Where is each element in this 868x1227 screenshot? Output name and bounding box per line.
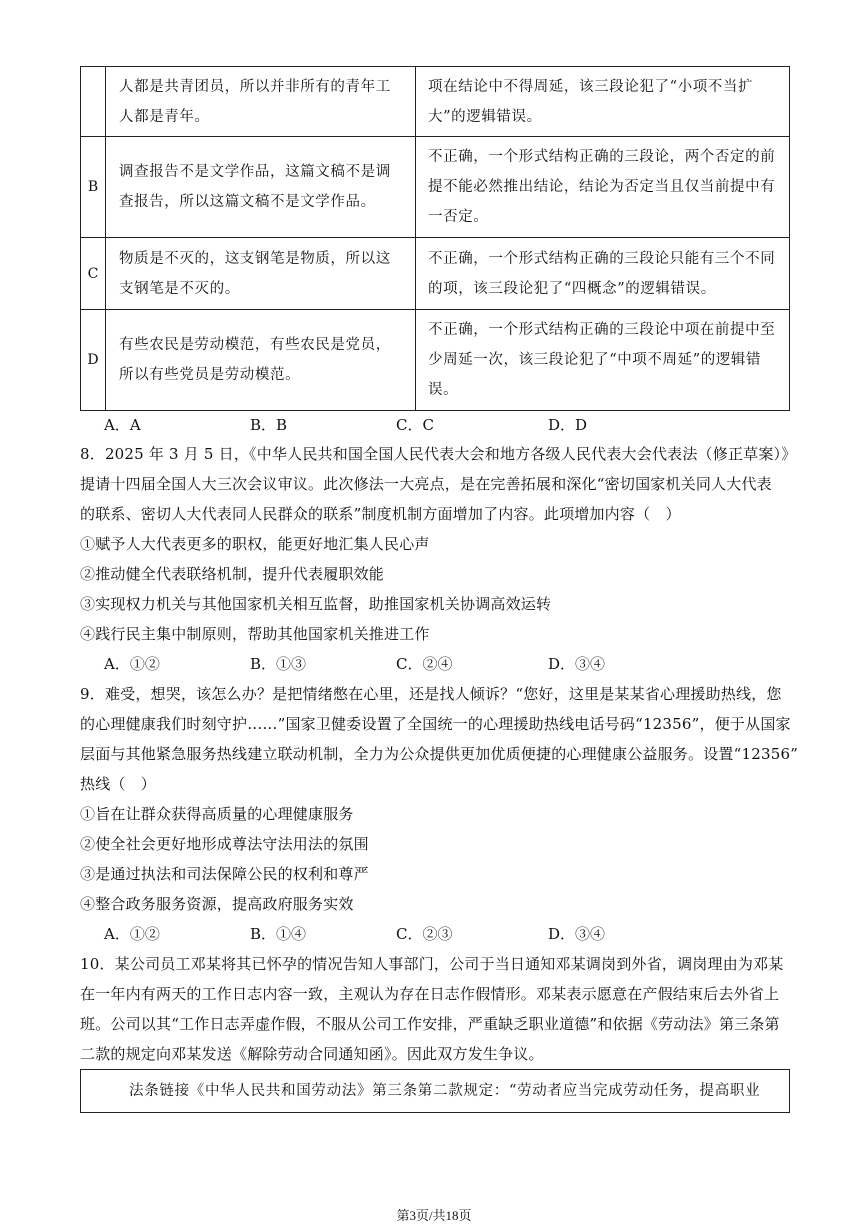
choice-a[interactable]: A．A — [104, 416, 141, 434]
q9-item: ④整合政务服务资源，提高政府服务实效 — [80, 895, 354, 913]
law-link-box — [80, 1069, 790, 1113]
table-row — [81, 67, 790, 137]
choice-b[interactable]: B．B — [250, 416, 288, 434]
choice-d[interactable]: D．D — [548, 416, 588, 434]
q9-choices — [104, 923, 605, 944]
choice-c[interactable]: C．②③ — [396, 925, 453, 943]
choice-c[interactable]: C．C — [396, 416, 434, 434]
q9-stem-line: 9．难受，想哭，该怎么办？是把情绪憋在心里，还是找人倾诉？“您好，这里是某某省心理援助热线，您 — [80, 685, 782, 703]
q9-stem-line: 的心理健康我们时刻守护……”国家卫健委设置了全国统一的心理援助热线电话号码“12356”，便于从国家 — [80, 715, 791, 733]
choice-b[interactable]: B．①③ — [250, 655, 307, 673]
evaluation-cell: 不正确，一个形式结构正确的三段论只能有三个不同 的项，该三段论犯了“四概念”的逻辑错误。 — [416, 238, 790, 310]
q8-item: ④践行民主集中制原则，帮助其他国家机关推进工作 — [80, 625, 430, 643]
q9-item: ②使全社会更好地形成尊法守法用法的氛围 — [80, 835, 369, 853]
q9-item: ①旨在让群众获得高质量的心理健康服务 — [80, 805, 354, 823]
table-row — [81, 310, 790, 411]
row-letter: D — [81, 310, 106, 411]
evaluation-cell: 不正确，一个形式结构正确的三段论中项在前提中至 少周延一次，该三段论犯了“中项不周延”的逻辑错 误。 — [416, 310, 790, 411]
q8-item: ②推动健全代表联络机制，提升代表履职效能 — [80, 565, 385, 583]
row-letter — [81, 67, 106, 137]
q8-item: ①赋予人大代表更多的职权，能更好地汇集人民心声 — [80, 535, 430, 553]
table-row — [81, 137, 790, 238]
choice-b[interactable]: B．①④ — [250, 925, 307, 943]
table-row — [81, 238, 790, 310]
q8-stem-line: 的联系、密切人大代表同人民群众的联系”制度机制方面增加了内容。此项增加内容（ ） — [80, 505, 681, 523]
q8-choices — [104, 653, 605, 674]
choice-a[interactable]: A．①② — [104, 655, 160, 673]
row-letter: B — [81, 137, 106, 238]
statement-cell: 有些农民是劳动模范，有些农民是党员， 所以有些党员是劳动模范。 — [106, 310, 416, 411]
q9-item: ③是通过执法和司法保障公民的权利和尊严 — [80, 865, 369, 883]
evaluation-cell: 不正确，一个形式结构正确的三段论，两个否定的前 提不能必然推出结论，结论为否定当且仅当前提中有 一否定。 — [416, 137, 790, 238]
options-table — [80, 66, 790, 411]
q9-stem-line: 层面与其他紧急服务热线建立联动机制，全力为公众提供更加优质便捷的心理健康公益服务。设置“12356” — [80, 745, 799, 763]
row-letter: C — [81, 238, 106, 310]
choice-c[interactable]: C．②④ — [396, 655, 453, 673]
q9-stem-line: 热线（ ） — [80, 775, 157, 793]
q8-stem-line: 8．2025 年 3 月 5 日，《中华人民共和国全国人民代表大会和地方各级人民代表大会代表法（修正草案）》 — [80, 445, 797, 463]
q8-item: ③实现权力机关与其他国家机关相互监督，助推国家机关协调高效运转 — [80, 595, 552, 613]
evaluation-cell: 项在结论中不得周延，该三段论犯了“小项不当扩 大”的逻辑错误。 — [416, 67, 790, 137]
choice-a[interactable]: A．①② — [104, 925, 160, 943]
q10-stem-line: 在一年内有两天的工作日志内容一致，主观认为存在日志作假情形。邓某表示愿意在产假结束后去外省上 — [80, 985, 780, 1003]
page-footer: 第3页/共18页 — [396, 1208, 472, 1223]
q7-choices — [104, 414, 587, 435]
choice-d[interactable]: D．③④ — [548, 655, 606, 673]
q10-stem-line: 10．某公司员工邓某将其已怀孕的情况告知人事部门，公司于当日通知邓某调岗到外省，调岗理由为邓某 — [80, 955, 784, 973]
q10-stem-line: 班。公司以其“工作日志弄虚作假，不服从公司工作安排，严重缺乏职业道德”和依据《劳动法》第三条第 — [80, 1015, 780, 1033]
q10-stem-line: 二款的规定向邓某发送《解除劳动合同通知函》。因此双方发生争议。 — [80, 1045, 544, 1063]
statement-cell: 物质是不灭的，这支钢笔是物质，所以这 支钢笔是不灭的。 — [106, 238, 416, 310]
law-link-text: 法条链接《中华人民共和国劳动法》第三条第二款规定：“劳动者应当完成劳动任务，提高职业 — [129, 1083, 761, 1099]
statement-cell: 人都是共青团员，所以并非所有的青年工 人都是青年。 — [106, 67, 416, 137]
statement-cell: 调查报告不是文学作品，这篇文稿不是调 查报告，所以这篇文稿不是文学作品。 — [106, 137, 416, 238]
choice-d[interactable]: D．③④ — [548, 925, 606, 943]
q8-stem-line: 提请十四届全国人大三次会议审议。此次修法一大亮点，是在完善拓展和深化“密切国家机关同人大代表 — [80, 475, 772, 493]
